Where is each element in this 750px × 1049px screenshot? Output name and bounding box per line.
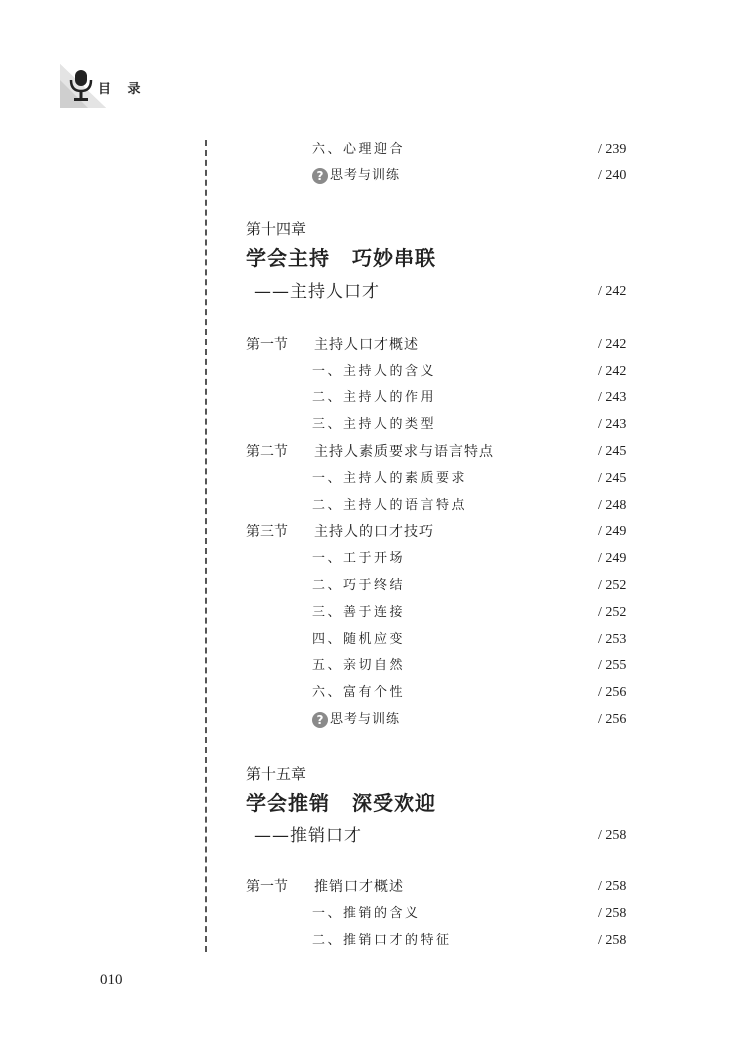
toc-item[interactable]: 一、推销的含义 / 258 [312,906,627,921]
chapter-subtitle[interactable]: ——推销口才 / 258 [254,826,627,846]
toc-item[interactable]: 二、推销口才的特征 / 258 [312,933,627,948]
page-title: 目 录 [98,82,147,97]
toc-item[interactable]: 一、工于开场 / 249 [312,551,627,566]
toc-item[interactable]: 三、主持人的类型 / 243 [312,417,627,432]
toc-qa-item[interactable]: ? 思考与训练 / 256 [0,708,750,732]
toc-item[interactable]: 六、心理迎合 / 239 [312,142,627,157]
toc-item[interactable]: 二、主持人的作用 / 243 [312,390,627,405]
toc-section[interactable]: 第一节 主持人口才概述 / 242 [246,337,627,353]
toc-item[interactable]: 二、巧于终结 / 252 [312,578,627,593]
question-icon: ? [312,168,328,184]
toc-item[interactable]: 四、随机应变 / 253 [312,632,627,647]
toc-item[interactable]: 五、亲切自然 / 255 [312,658,627,673]
chapter-subtitle[interactable]: ——主持人口才 / 242 [254,282,627,302]
toc-item[interactable]: 二、主持人的语言特点 / 248 [312,498,627,513]
toc-section[interactable]: 第二节 主持人素质要求与语言特点 / 245 [246,444,627,460]
toc-qa-item[interactable]: ? 思考与训练 / 240 [0,164,750,188]
toc-item[interactable]: 六、富有个性 / 256 [312,685,627,700]
toc-header [58,58,158,112]
question-icon: ? [312,712,328,728]
toc-item[interactable]: 三、善于连接 / 252 [312,605,627,620]
toc-section[interactable]: 第三节 主持人的口才技巧 / 249 [246,524,627,540]
chapter-number: 第十四章 [246,220,307,238]
chapter-title[interactable]: 学会推销 深受欢迎 [246,791,436,815]
chapter-number: 第十五章 [246,765,307,783]
chapter-title[interactable]: 学会主持 巧妙串联 [246,246,436,270]
toc-section[interactable]: 第一节 推销口才概述 / 258 [246,879,627,895]
toc-item[interactable]: 一、主持人的素质要求 / 245 [312,471,627,486]
toc-item[interactable]: 一、主持人的含义 / 242 [312,364,627,379]
page-number: 010 [100,972,123,988]
